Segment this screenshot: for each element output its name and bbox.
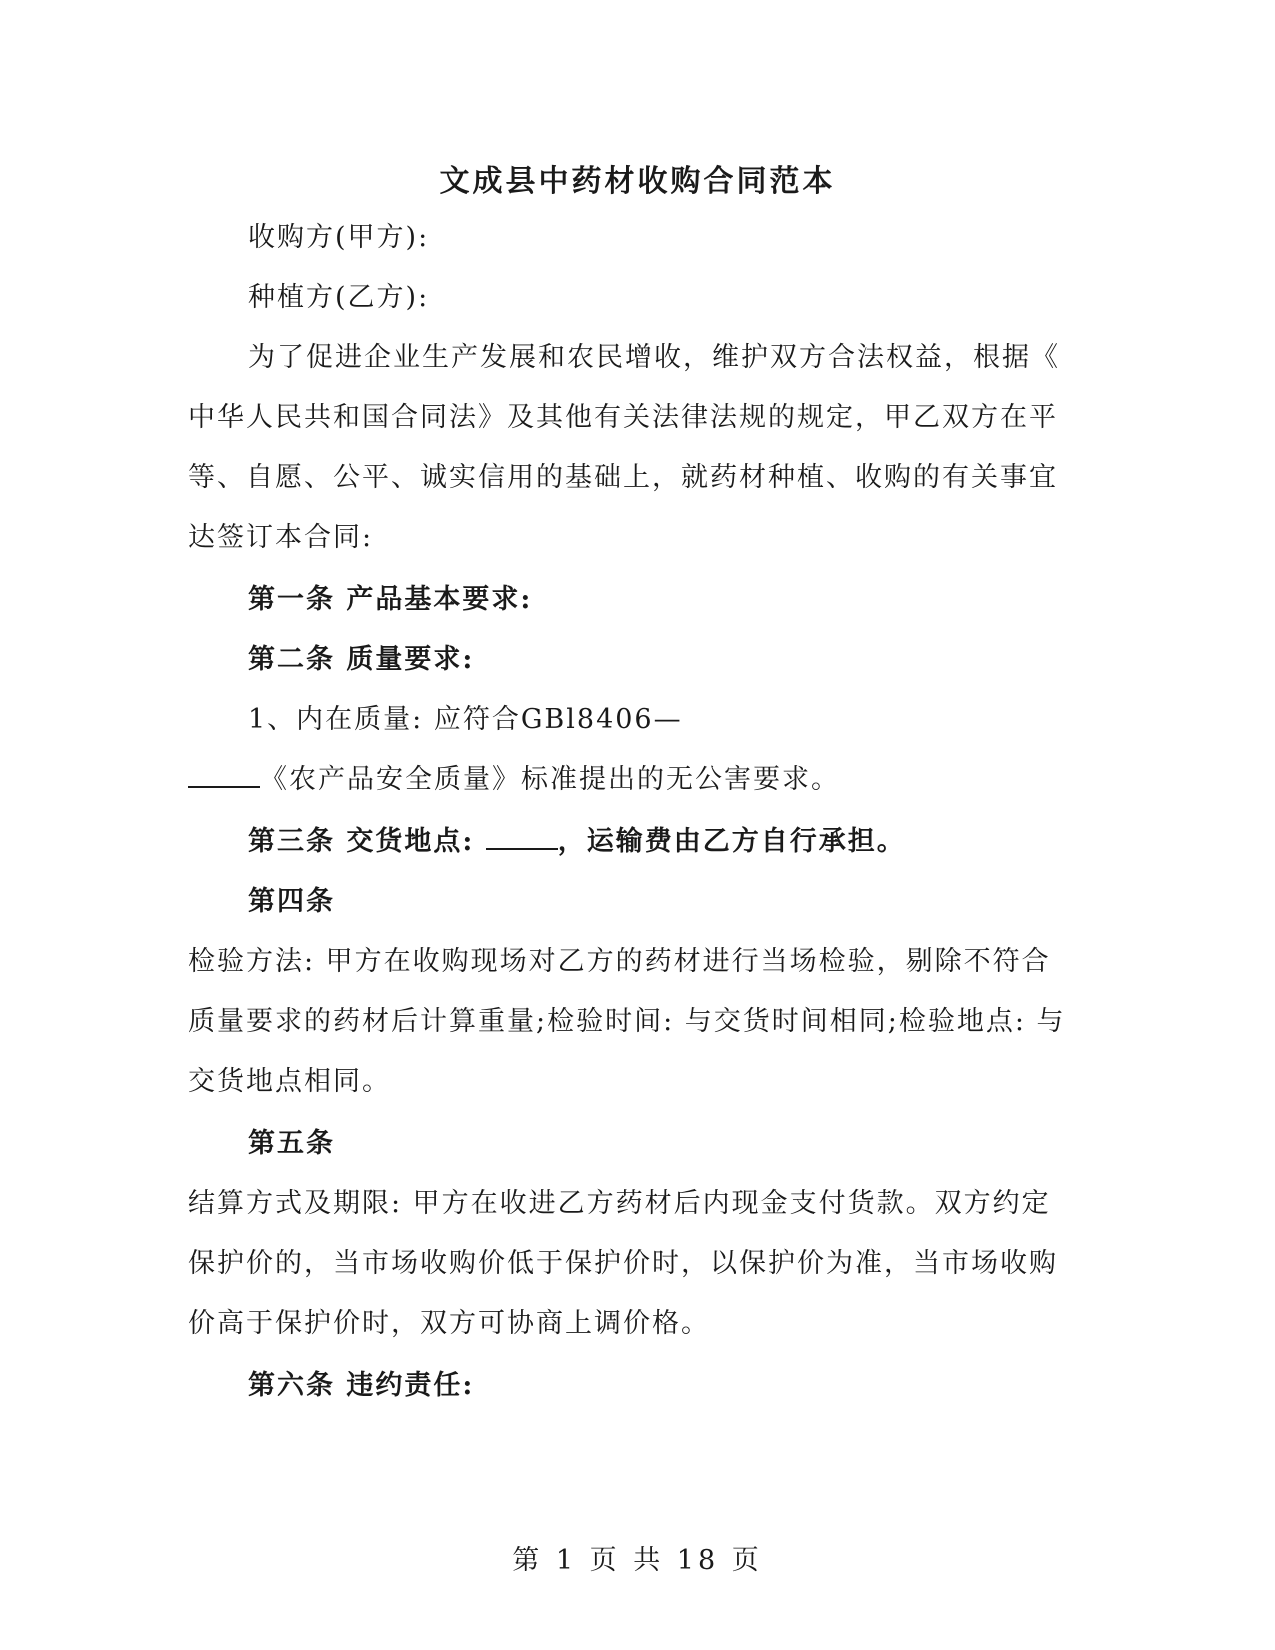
party-b-line: 种植方(乙方): <box>248 282 430 313</box>
article-4-line-2: 质量要求的药材后计算重量;检验时间: 与交货时间相同;检验地点: 与 <box>188 1006 1066 1037</box>
article-5-line-1: 结算方式及期限: 甲方在收进乙方药材后内现金支付货款。双方约定 <box>188 1188 1051 1219</box>
article-5-line-3: 价高于保护价时，双方可协商上调价格。 <box>188 1308 710 1339</box>
article-3-heading <box>248 824 906 860</box>
preamble-line-1: 为了促进企业生产发展和农民增收，维护双方合法权益，根据《 <box>248 342 1060 373</box>
preamble-line-4: 达签订本合同: <box>188 522 374 553</box>
party-a-line: 收购方(甲方): <box>248 222 430 253</box>
article-5-line-2: 保护价的，当市场收购价低于保护价时，以保护价为准，当市场收购 <box>188 1248 1058 1279</box>
document-title: 文成县中药材收购合同范本 <box>439 164 836 199</box>
article-4-line-1: 检验方法: 甲方在收购现场对乙方的药材进行当场检验，剔除不符合 <box>188 946 1051 977</box>
article-3-label: 第三条 交货地点: <box>248 826 475 857</box>
article-2-item-1-continued <box>188 762 840 798</box>
preamble-line-2: 中华人民共和国合同法》及其他有关法律法规的规定，甲乙双方在平 <box>188 402 1058 433</box>
article-4-heading: 第四条 <box>248 886 335 917</box>
article-2-heading: 第二条 质量要求: <box>248 644 475 675</box>
article-3-text: ，运输费由乙方自行承担。 <box>557 826 906 857</box>
page-footer: 第 1 页 共 18 页 <box>512 1545 763 1576</box>
article-5-heading: 第五条 <box>248 1128 335 1159</box>
article-2-item-1: 1、内在质量: 应符合GBl8406— <box>248 704 683 735</box>
article-6-heading: 第六条 违约责任: <box>248 1370 475 1401</box>
preamble-line-3: 等、自愿、公平、诚实信用的基础上，就药材种植、收购的有关事宜 <box>188 462 1058 493</box>
blank-underline <box>188 764 260 788</box>
article-4-line-3: 交货地点相同。 <box>188 1066 391 1097</box>
article-2-item-1-text: 《农产品安全质量》标准提出的无公害要求。 <box>260 764 840 795</box>
delivery-location-blank <box>486 826 558 850</box>
article-1-heading: 第一条 产品基本要求: <box>248 584 533 615</box>
